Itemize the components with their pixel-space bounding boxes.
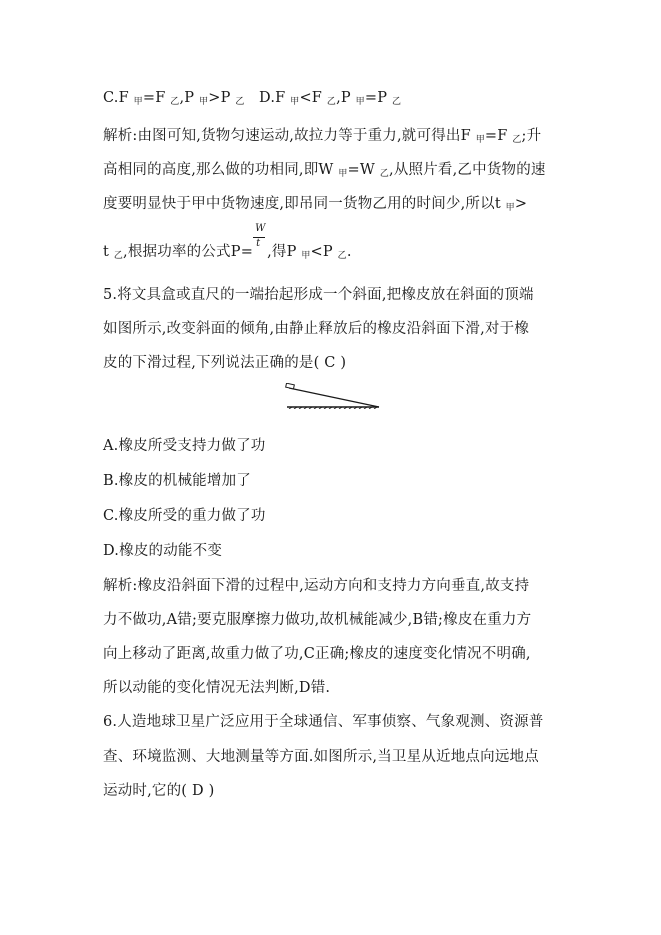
question-6-line-1: 6.人造地球卫星广泛应用于全球通信、军事侦察、气象观测、资源普: [103, 714, 544, 730]
analysis-5-line-4: 所以动能的变化情况无法判断,D错.: [103, 680, 331, 696]
analysis-line-2: 高相同的高度,那么做的功相同,即W 甲=W 乙,从照片看,乙中货物的速: [103, 162, 546, 179]
analysis-5-line-2: 力不做功,A错;要克服摩擦力做功,故机械能减少,B错;橡皮在重力方: [103, 612, 532, 628]
analysis-line-4: t 乙,根据功率的公式P= $\frac{W}{t}$ ,得P 甲<P 乙.: [103, 223, 352, 261]
option-d: D.橡皮的动能不变: [103, 543, 223, 559]
analysis-line-3: 度要明显快于甲中货物速度,即吊同一货物乙用的时间少,所以t 甲>: [103, 196, 528, 213]
option-c: C.橡皮所受的重力做了功: [103, 508, 266, 524]
incline-eraser-figure: [283, 383, 383, 409]
question-5-line-3: 皮的下滑过程,下列说法正确的是( C ): [103, 355, 347, 371]
option-c-d-line: C.F 甲=F 乙,P 甲>P 乙 D.F 甲<F 乙,P 甲=P 乙: [103, 90, 402, 107]
option-a: A.橡皮所受支持力做了功: [103, 438, 266, 454]
analysis-5-line-3: 向上移动了距离,故重力做了功,C正确;橡皮的速度变化情况不明确,: [103, 646, 531, 662]
power-fraction: $\frac{W}{t}$: [255, 223, 266, 249]
option-b: B.橡皮的机械能增加了: [103, 473, 251, 489]
question-5-line-1: 5.将文具盒或直尺的一端抬起形成一个斜面,把橡皮放在斜面的顶端: [103, 287, 534, 303]
question-6-line-3: 运动时,它的( D ): [103, 783, 215, 799]
analysis-5-line-1: 解析:橡皮沿斜面下滑的过程中,运动方向和支持力方向垂直,故支持: [103, 578, 530, 594]
question-6-line-2: 查、环境监测、大地测量等方面.如图所示,当卫星从近地点向远地点: [103, 749, 539, 765]
analysis-line-1: 解析:由图可知,货物匀速运动,故拉力等于重力,就可得出F 甲=F 乙;升: [103, 128, 542, 145]
question-5-line-2: 如图所示,改变斜面的倾角,由静止释放后的橡皮沿斜面下滑,对于橡: [103, 321, 530, 337]
